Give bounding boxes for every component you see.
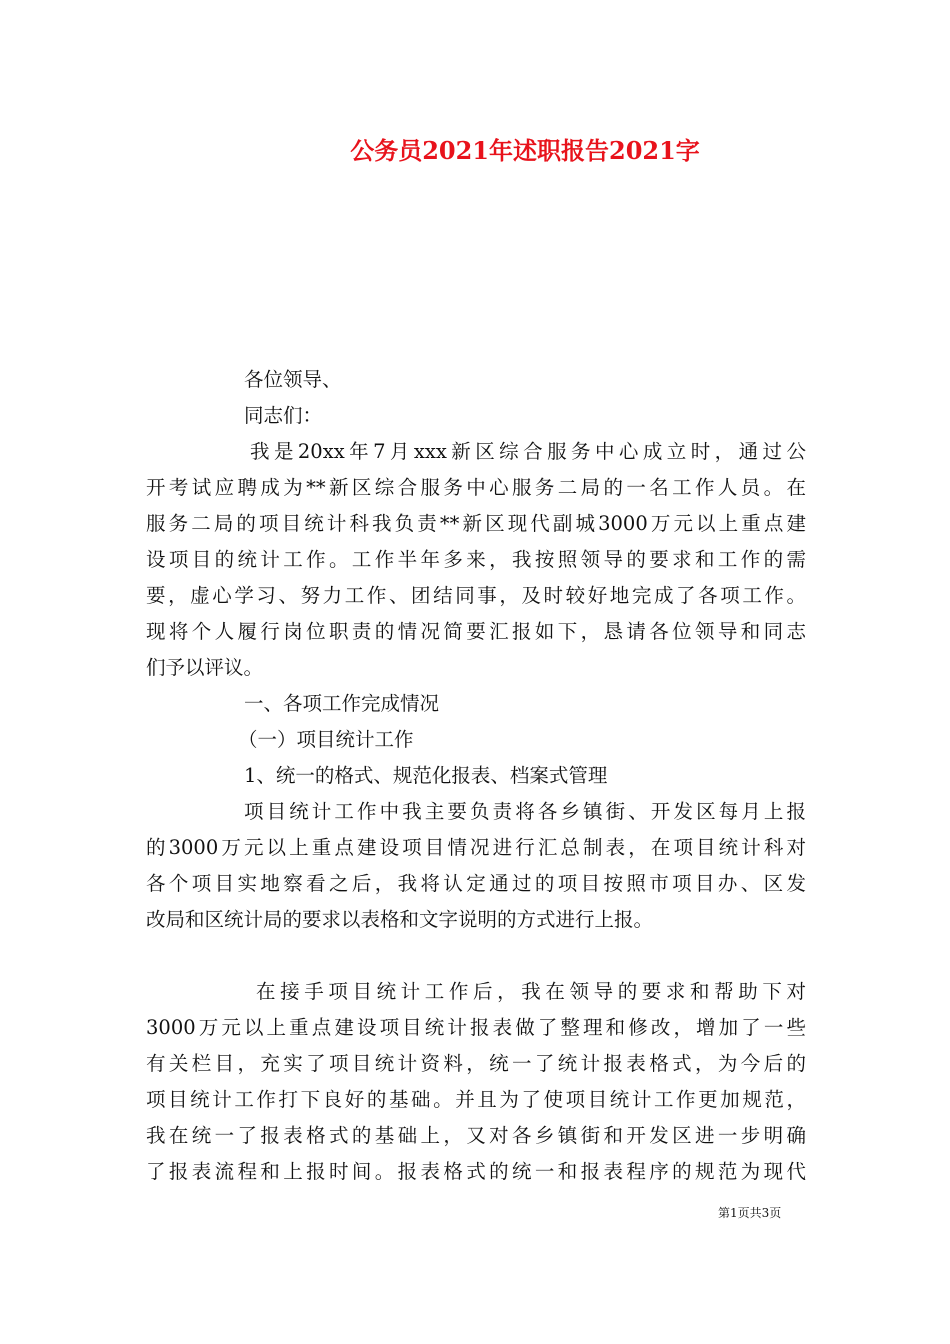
document-body — [146, 362, 806, 1190]
document-title: 公务员2021年述职报告2021字 — [350, 136, 700, 165]
paragraph-line: 设项目的统计工作。工作半年多来，我按照领导的要求和工作的需 — [146, 548, 806, 571]
salutation-line-1: 各位领导、 — [244, 368, 342, 391]
paragraph-line: 了报表流程和上报时间。报表格式的统一和报表程序的规范为现代 — [146, 1160, 806, 1183]
paragraph-line: 现将个人履行岗位职责的情况简要汇报如下，恳请各位领导和同志 — [146, 620, 806, 643]
paragraph-line: 项目统计工作打下良好的基础。并且为了使项目统计工作更加规范， — [146, 1088, 806, 1111]
paragraph-line: 有关栏目，充实了项目统计资料，统一了统计报表格式，为今后的 — [146, 1052, 806, 1075]
item-heading: 1、统一的格式、规范化报表、档案式管理 — [244, 764, 608, 787]
paragraph-line: 我在统一了报表格式的基础上，又对各乡镇街和开发区进一步明确 — [146, 1124, 806, 1147]
paragraph-line: 改局和区统计局的要求以表格和文字说明的方式进行上报。 — [146, 908, 654, 931]
paragraph-line: 各个项目实地察看之后，我将认定通过的项目按照市项目办、区发 — [146, 872, 806, 895]
blank-line — [146, 938, 806, 974]
salutation-line-2: 同志们： — [244, 404, 323, 427]
paragraph-line: 开考试应聘成为**新区综合服务中心服务二局的一名工作人员。在 — [146, 476, 806, 499]
paragraph-line: 要，虚心学习、努力工作、团结同事，及时较好地完成了各项工作。 — [146, 584, 806, 607]
paragraph-line: 的3000万元以上重点建设项目情况进行汇总制表，在项目统计科对 — [146, 836, 806, 859]
paragraph-line: 们予以评议。 — [146, 656, 264, 679]
paragraph-line: 在接手项目统计工作后，我在领导的要求和帮助下对 — [256, 980, 806, 1003]
subsection-heading: （一）项目统计工作 — [238, 728, 414, 751]
section-heading: 一、各项工作完成情况 — [244, 692, 440, 715]
paragraph-line: 项目统计工作中我主要负责将各乡镇街、开发区每月上报 — [244, 800, 806, 823]
paragraph-line: 3000万元以上重点建设项目统计报表做了整理和修改，增加了一些 — [146, 1016, 806, 1039]
paragraph-line: 我是20xx年7月xxx新区综合服务中心成立时，通过公 — [250, 440, 806, 463]
page-number: 第1页共3页 — [718, 1206, 782, 1220]
paragraph-line: 服务二局的项目统计科我负责**新区现代副城3000万元以上重点建 — [146, 512, 806, 535]
